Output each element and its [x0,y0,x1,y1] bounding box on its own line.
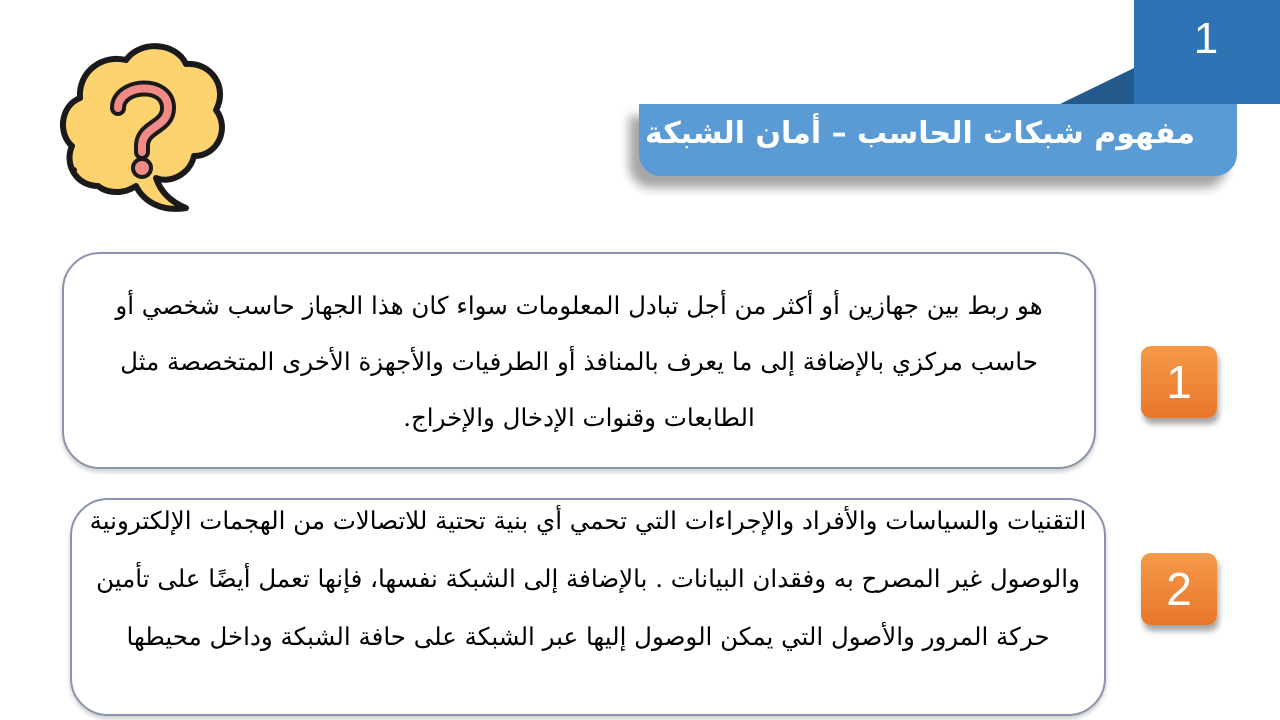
definition-text-network-security: التقنيات والسياسات والأفراد والإجراءات التي تحمي أي بنية تحتية للاتصالات من الهجمات الإلكترونية والوصول غير المصرح به وفقدان البيانات . بالإضافة إلى الشبكة نفسها، فإنها تعمل أيضًا على تأمين حركة المرور والأصول التي يمكن الوصول إليها عبر الشبكة على حافة الشبكة وداخل محيطها [89,506,1087,651]
definition-box-network-security [70,498,1106,716]
slide-title: مفهوم شبكات الحاسب – أمان الشبكة [645,116,1195,151]
slide-number-tab-fold [1060,68,1134,104]
definition-box-network [62,252,1096,469]
slide-number: 1 [1193,14,1219,63]
definition-text-network: هو ربط بين جهازين أو أكثر من أجل تبادل المعلومات سواء كان هذا الجهاز حاسب شخصي أو حاسب مركزي بالإضافة إلى ما يعرف بالمنافذ أو الطرفيات والأجهزة الأخرى المتخصصة مثل الطابعات وقنوات الإدخال والإخراج. [115,291,1043,432]
question-bubble-icon [58,36,228,216]
item-number-badge-1: 1 [1141,346,1217,418]
item-number-badge-2: 2 [1141,553,1217,625]
title-banner [639,104,1237,176]
